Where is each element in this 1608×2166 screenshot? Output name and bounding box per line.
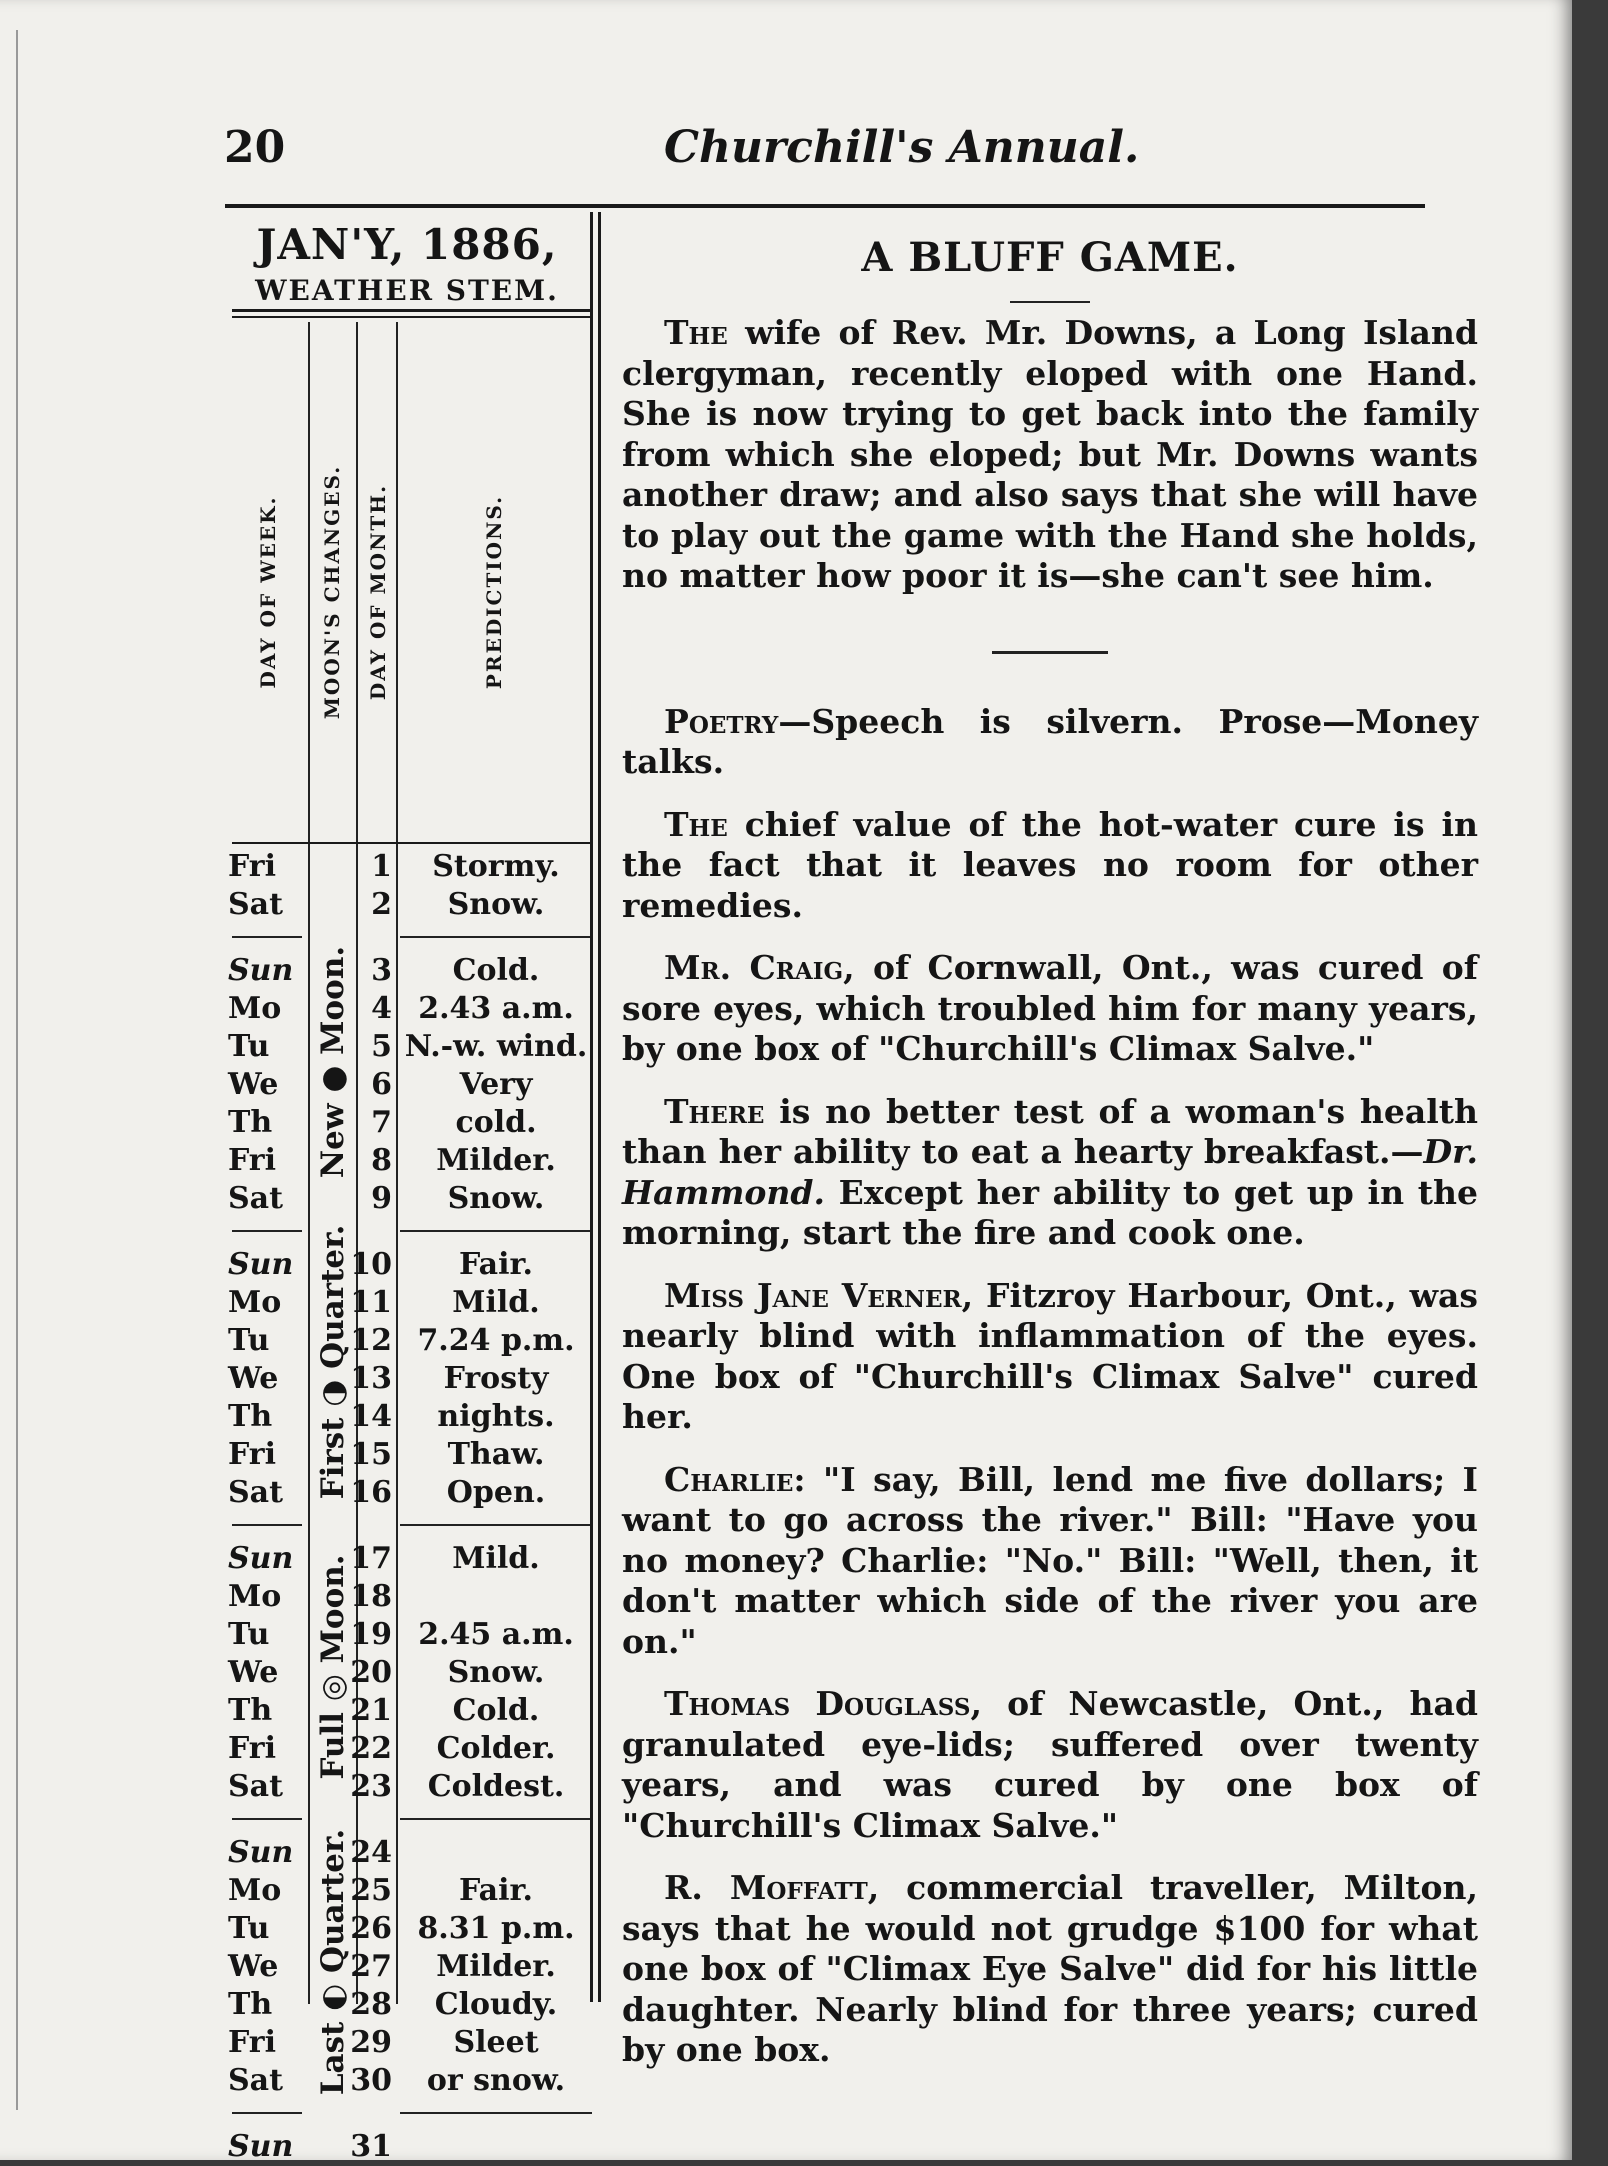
calendar-row [222, 1948, 592, 1986]
calendar-row [222, 1284, 592, 1322]
calendar-row [222, 886, 592, 924]
calendar-row [222, 1578, 592, 1616]
week-separator [232, 1230, 302, 1232]
calendar-row [222, 952, 592, 990]
prediction: N.-w. wind. [404, 1029, 588, 1064]
calendar-row [222, 1398, 592, 1436]
day-of-week: Tu [228, 1911, 270, 1946]
day-of-week: Fri [228, 1731, 276, 1766]
prediction: or snow. [426, 2063, 566, 2098]
calendar-title: JAN'Y, 1886, [256, 220, 558, 269]
calendar-row [222, 2062, 592, 2100]
prediction: Fair. [459, 1873, 533, 1908]
day-of-month: 5 [371, 1029, 392, 1064]
calendar-row [222, 1540, 592, 1578]
day-of-week: Sat [228, 1769, 283, 1804]
paragraph: The chief value of the hot-water cure is in the fact that it leaves no room for other remedies. [622, 804, 1478, 925]
prediction: Cloudy. [434, 1987, 558, 2022]
prediction: Very [459, 1067, 533, 1102]
day-of-month: 24 [350, 1835, 392, 1870]
column-header-moon-changes: MOON'S CHANGES. [320, 464, 344, 720]
page-edge [16, 30, 18, 2110]
prediction: Fair. [459, 1247, 533, 1282]
calendar-row [222, 1028, 592, 1066]
day-of-week: Mo [228, 1285, 282, 1320]
calendar-row [222, 1834, 592, 1872]
day-of-week: Tu [228, 1323, 270, 1358]
article-title: A BLUFF GAME. [861, 234, 1239, 281]
day-of-week: Sun [228, 1835, 294, 1870]
calendar-row [222, 1616, 592, 1654]
title-rule [1010, 301, 1090, 303]
prediction: Sleet [453, 2025, 539, 2060]
prediction: nights. [437, 1399, 555, 1434]
prediction: Snow. [447, 1181, 545, 1216]
day-of-month: 31 [350, 2129, 392, 2164]
calendar-row [222, 1692, 592, 1730]
day-of-week: Mo [228, 991, 282, 1026]
calendar-rule [232, 316, 592, 318]
prediction: 8.31 p.m. [417, 1911, 575, 1946]
prediction: Stormy. [432, 849, 560, 884]
moon-phase-first-quarter: First ◑ Quarter. [315, 1224, 351, 1500]
running-title: Churchill's Annual. [664, 122, 1140, 173]
calendar-row [222, 1436, 592, 1474]
day-of-week: Sun [228, 1247, 294, 1282]
day-of-month: 13 [350, 1361, 392, 1396]
weather-calendar [222, 212, 592, 2164]
moon-phase-new: New ● Moon. [315, 945, 351, 1179]
day-of-week: Fri [228, 1437, 276, 1472]
calendar-rule [232, 309, 592, 312]
prediction: 2.45 a.m. [418, 1617, 574, 1652]
day-of-week: Tu [228, 1029, 270, 1064]
prediction: Cold. [452, 1693, 540, 1728]
week-separator [400, 936, 592, 938]
day-of-month: 1 [371, 849, 392, 884]
paragraph: The wife of Rev. Mr. Downs, a Long Island clergyman, recently eloped with one Hand. She is now trying to get back into the family from which she eloped; but Mr. Downs wants another draw; and also says that she will have to play out the game with the Hand she holds, no matter how poor it is—she can't see him. [622, 313, 1478, 595]
calendar-row [222, 1654, 592, 1692]
prediction: cold. [455, 1105, 537, 1140]
calendar-row [222, 1474, 592, 1512]
article [622, 222, 1478, 2071]
day-of-week: Sun [228, 2129, 294, 2164]
column-header-day-of-month: DAY OF MONTH. [366, 483, 390, 701]
prediction: Colder. [436, 1731, 556, 1766]
prediction: Coldest. [427, 1769, 565, 1804]
calendar-row [222, 2128, 592, 2166]
day-of-month: 23 [350, 1769, 392, 1804]
day-of-week: Sun [228, 953, 294, 988]
prediction: Milder. [436, 1949, 556, 1984]
day-of-week: We [228, 1361, 279, 1396]
calendar-row [222, 1872, 592, 1910]
prediction: Thaw. [447, 1437, 545, 1472]
calendar-row [222, 990, 592, 1028]
day-of-week: Sun [228, 1541, 294, 1576]
day-of-month: 15 [350, 1437, 392, 1472]
calendar-row [222, 1910, 592, 1948]
calendar-row [222, 1180, 592, 1218]
day-of-month: 17 [350, 1541, 392, 1576]
day-of-week: Fri [228, 2025, 276, 2060]
paragraph: R. Moffatt, commercial traveller, Milton, says that he would not grudge $100 for what one box of "Climax Eye Salve" did for his little daughter. Nearly blind for three years; cured by one box. [622, 1868, 1479, 2069]
day-of-month: 9 [371, 1181, 392, 1216]
prediction: Open. [446, 1475, 546, 1510]
calendar-row [222, 1360, 592, 1398]
paragraph: Miss Jane Verner, Fitzroy Harbour, Ont., was nearly blind with inflammation of the eyes. One box of "Churchill's Climax Salve" cured her. [622, 1275, 1478, 1436]
column-header-day-of-week: DAY OF WEEK. [256, 495, 280, 689]
day-of-month: 11 [350, 1285, 392, 1320]
day-of-week: Th [228, 1105, 273, 1140]
day-of-month: 3 [371, 953, 392, 988]
day-of-month: 20 [350, 1655, 392, 1690]
column-divider [598, 212, 601, 2002]
page-header [224, 122, 1424, 192]
paragraph: Poetry—Speech is silvern. Prose—Money talks. [622, 701, 1478, 781]
day-of-week: Mo [228, 1873, 282, 1908]
day-of-month: 21 [350, 1693, 392, 1728]
week-separator [400, 1818, 592, 1820]
moon-phase-full: Full ◎ Moon. [315, 1554, 351, 1780]
prediction: Mild. [452, 1285, 540, 1320]
week-separator [232, 1524, 302, 1526]
day-of-month: 25 [350, 1873, 392, 1908]
calendar-subtitle: WEATHER STEM. [255, 274, 559, 307]
calendar-row [222, 1322, 592, 1360]
day-of-week: Sat [228, 1181, 283, 1216]
day-of-month: 10 [350, 1247, 392, 1282]
calendar-row [222, 1730, 592, 1768]
day-of-month: 29 [350, 2025, 392, 2060]
calendar-row [222, 1142, 592, 1180]
day-of-month: 12 [350, 1323, 392, 1358]
day-of-month: 27 [350, 1949, 392, 1984]
calendar-row [222, 1986, 592, 2024]
week-separator [232, 1818, 302, 1820]
paragraph: There is no better test of a woman's health than her ability to eat a hearty breakfast.—Dr. Hammond. Except her ability to get up in the morning, start the fire and cook one. [622, 1091, 1478, 1252]
day-of-week: Th [228, 1399, 273, 1434]
day-of-month: 28 [350, 1987, 392, 2022]
prediction: Snow. [447, 1655, 545, 1690]
day-of-week: Th [228, 1987, 273, 2022]
day-of-month: 6 [371, 1067, 392, 1102]
prediction: 2.43 a.m. [418, 991, 574, 1026]
week-separator [400, 2112, 592, 2114]
day-of-month: 26 [350, 1911, 392, 1946]
paragraph: Charlie: "I say, Bill, lend me five dollars; I want to go across the river." Bill: "Have you no money? Charlie: "No." Bill: "Well, then, it don't matter which side of the river you are on." [622, 1459, 1478, 1661]
prediction: Cold. [452, 953, 540, 988]
calendar-row [222, 1768, 592, 1806]
moon-phase-last-quarter: Last ◐ Quarter. [315, 1828, 351, 2096]
prediction: 7.24 p.m. [417, 1323, 575, 1358]
header-rule [225, 204, 1425, 208]
day-of-month: 16 [350, 1475, 392, 1510]
calendar-row [222, 1066, 592, 1104]
day-of-week: Sat [228, 1475, 283, 1510]
day-of-week: Fri [228, 1143, 276, 1178]
day-of-month: 22 [350, 1731, 392, 1766]
day-of-week: We [228, 1949, 279, 1984]
header-rule [232, 842, 592, 844]
day-of-month: 7 [371, 1105, 392, 1140]
day-of-week: We [228, 1655, 279, 1690]
prediction: Frosty [443, 1361, 549, 1396]
day-of-month: 14 [350, 1399, 392, 1434]
calendar-row [222, 2024, 592, 2062]
paragraph: Mr. Craig, of Cornwall, Ont., was cured of sore eyes, which troubled him for many years, by one box of "Churchill's Climax Salve." [622, 948, 1479, 1068]
calendar-row [222, 1104, 592, 1142]
day-of-month: 18 [350, 1579, 392, 1614]
calendar-row [222, 1246, 592, 1284]
prediction: Milder. [436, 1143, 556, 1178]
day-of-month: 2 [371, 887, 392, 922]
paragraph: Thomas Douglass, of Newcastle, Ont., had granulated eye-lids; suffered over twenty years, and was cured by one box of "Churchill's Climax Salve." [622, 1684, 1478, 1845]
column-header-predictions: PREDICTIONS. [482, 494, 506, 690]
day-of-week: Tu [228, 1617, 270, 1652]
prediction: Snow. [447, 887, 545, 922]
week-separator [232, 936, 302, 938]
page-number: 20 [224, 122, 286, 173]
day-of-week: Sat [228, 2063, 283, 2098]
week-separator [400, 1230, 592, 1232]
day-of-week: Sat [228, 887, 283, 922]
day-of-month: 8 [371, 1143, 392, 1178]
day-of-week: Fri [228, 849, 276, 884]
calendar-row [222, 848, 592, 886]
section-rule [992, 651, 1108, 654]
week-separator [400, 1524, 592, 1526]
day-of-week: We [228, 1067, 279, 1102]
day-of-week: Th [228, 1693, 273, 1728]
day-of-week: Mo [228, 1579, 282, 1614]
week-separator [232, 2112, 302, 2114]
day-of-month: 30 [350, 2063, 392, 2098]
prediction: Mild. [452, 1541, 540, 1576]
day-of-month: 19 [350, 1617, 392, 1652]
column-divider [590, 212, 593, 2002]
day-of-month: 4 [371, 991, 392, 1026]
